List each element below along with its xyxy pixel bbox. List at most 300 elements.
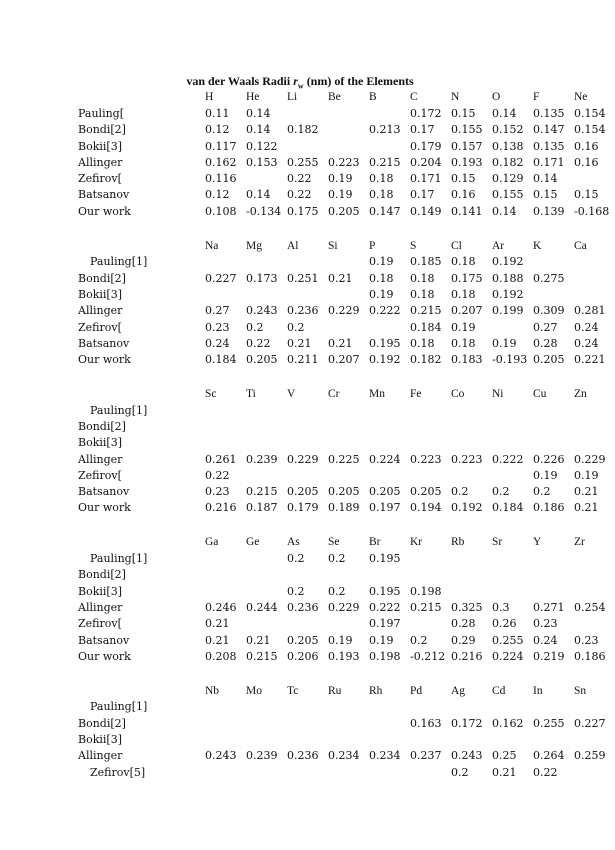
element-symbol: Kr — [410, 536, 423, 549]
radius-value: 0.182 — [492, 155, 524, 169]
source-label: Zefirov[ — [78, 172, 122, 186]
table-row — [0, 616, 600, 632]
table-row — [0, 731, 600, 747]
table-row — [0, 170, 600, 186]
element-symbol: Rb — [451, 536, 465, 549]
source-label: Bondi[2] — [78, 419, 126, 433]
source-label: Bokii[3] — [78, 733, 122, 747]
radius-value: 0.192 — [451, 501, 483, 515]
radius-value: 0.116 — [205, 172, 237, 186]
table-row — [0, 154, 600, 170]
radius-value: 0.141 — [451, 204, 483, 218]
radius-value: 0.173 — [246, 271, 278, 285]
element-symbol: Na — [205, 239, 219, 252]
radius-value: 0.175 — [451, 271, 483, 285]
radius-value: 0.223 — [451, 452, 483, 466]
radius-value: 0.219 — [533, 649, 565, 663]
radius-value: 0.254 — [574, 600, 606, 614]
radius-value: 0.16 — [451, 188, 476, 202]
radius-value: 0.185 — [410, 255, 442, 269]
radius-value: 0.28 — [533, 336, 558, 350]
source-label: Allinger — [78, 155, 123, 169]
radius-value: 0.264 — [533, 749, 565, 763]
source-label: Bondi[2] — [78, 271, 126, 285]
radius-value: 0.19 — [492, 336, 517, 350]
radius-value: 0.155 — [451, 123, 483, 137]
radius-value: 0.251 — [287, 271, 319, 285]
table-row — [0, 303, 606, 319]
element-symbol: C — [410, 91, 418, 104]
radius-value: 0.21 — [246, 633, 271, 647]
radius-value: 0.152 — [492, 123, 524, 137]
source-label: Bokii[3] — [78, 584, 122, 598]
radius-value: 0.243 — [451, 749, 483, 763]
source-label: Allinger — [78, 304, 123, 318]
radius-value: 0.215 — [246, 485, 278, 499]
radius-value: 0.192 — [492, 287, 524, 301]
element-block — [0, 683, 606, 781]
element-symbol: Y — [533, 536, 542, 549]
element-symbol: Pd — [410, 684, 423, 697]
source-label: Zefirov[ — [78, 320, 122, 334]
table-row — [0, 550, 600, 566]
radius-value: 0.154 — [574, 106, 606, 120]
radius-value: 0.21 — [492, 765, 517, 779]
element-symbol: P — [369, 239, 376, 252]
radius-value: 0.25 — [492, 749, 517, 763]
radius-value: 0.229 — [328, 304, 360, 318]
source-label: Bokii[3] — [78, 139, 122, 153]
radius-value: 0.183 — [451, 353, 483, 367]
table-row — [0, 748, 606, 764]
source-label: Batsanov — [78, 485, 130, 499]
radius-value: 0.193 — [328, 649, 360, 663]
radius-value: 0.187 — [246, 501, 278, 515]
radius-value: 0.211 — [287, 353, 319, 367]
radius-value: 0.195 — [369, 584, 401, 598]
radius-value: 0.18 — [410, 336, 435, 350]
radius-value: 0.23 — [574, 633, 599, 647]
radius-value: 0.147 — [533, 123, 565, 137]
element-symbol: K — [533, 239, 542, 252]
element-block — [0, 386, 606, 516]
radius-value: 0.194 — [410, 501, 442, 515]
table-row — [0, 500, 600, 516]
radius-value: 0.184 — [410, 320, 442, 334]
radius-value: 0.255 — [533, 716, 565, 730]
radius-value: 0.24 — [205, 336, 230, 350]
table-row — [0, 351, 606, 367]
radius-value: -0.193 — [492, 353, 528, 367]
radius-value: 0.179 — [287, 501, 319, 515]
radius-value: 0.155 — [492, 188, 524, 202]
radius-value: 0.205 — [328, 204, 360, 218]
radius-value: 0.281 — [574, 304, 606, 318]
table-row — [0, 599, 606, 615]
radius-value: 0.163 — [410, 716, 442, 730]
element-symbol: Se — [328, 536, 340, 549]
source-label: Our work — [78, 353, 131, 367]
table-row — [0, 484, 600, 500]
radius-value: 0.205 — [533, 353, 565, 367]
source-label: Bokii[3] — [78, 287, 122, 301]
table-row — [0, 435, 600, 451]
radius-value: 0.12 — [205, 188, 230, 202]
title-suffix: (nm) of the Elements — [303, 74, 414, 88]
radius-value: 0.205 — [287, 633, 319, 647]
element-symbol: Sn — [574, 684, 587, 697]
element-block — [0, 89, 610, 219]
table-row — [0, 335, 600, 351]
element-symbol: Ru — [328, 684, 342, 697]
radius-value: 0.22 — [205, 468, 230, 482]
radius-value: 0.172 — [451, 716, 483, 730]
radius-value: 0.154 — [574, 123, 606, 137]
radius-value: 0.237 — [410, 749, 442, 763]
element-symbol: Mg — [246, 239, 262, 252]
radius-value: 0.198 — [410, 584, 442, 598]
radius-value: 0.261 — [205, 452, 237, 466]
radius-value: 0.205 — [328, 485, 360, 499]
source-label: Batsanov — [78, 188, 130, 202]
table-row — [0, 319, 600, 335]
radius-value: 0.19 — [328, 172, 353, 186]
radius-value: 0.259 — [574, 749, 606, 763]
radius-value: 0.195 — [369, 552, 401, 566]
radius-value: 0.18 — [451, 336, 476, 350]
element-symbol: Mo — [246, 684, 262, 697]
radius-value: 0.19 — [369, 633, 394, 647]
radius-value: 0.22 — [246, 336, 271, 350]
element-symbol: Rh — [369, 684, 383, 697]
radius-value: 0.129 — [492, 172, 524, 186]
table-row — [0, 286, 600, 302]
radius-value: 0.2 — [451, 485, 469, 499]
radius-value: 0.2 — [410, 633, 428, 647]
radius-value: 0.205 — [369, 485, 401, 499]
radius-value: 0.229 — [328, 600, 360, 614]
element-symbol: S — [410, 239, 417, 252]
radius-value: 0.153 — [246, 155, 278, 169]
radius-value: 0.15 — [533, 188, 558, 202]
element-header-row — [0, 89, 600, 105]
radius-value: 0.15 — [451, 172, 476, 186]
element-symbol: Co — [451, 387, 465, 400]
radius-value: 0.243 — [205, 749, 237, 763]
radius-value: 0.226 — [533, 452, 565, 466]
radius-value: 0.108 — [205, 204, 237, 218]
radius-value: 0.188 — [492, 271, 524, 285]
radius-value: 0.18 — [369, 188, 394, 202]
radius-value: 0.28 — [451, 617, 476, 631]
table-row — [0, 699, 600, 715]
radius-value: 0.205 — [246, 353, 278, 367]
radius-value: 0.21 — [205, 617, 230, 631]
radius-value: 0.221 — [574, 353, 606, 367]
radius-value: 0.199 — [492, 304, 524, 318]
table-row — [0, 105, 606, 121]
element-symbol: Zn — [574, 387, 587, 400]
element-symbol: Sc — [205, 387, 217, 400]
radius-value: 0.135 — [533, 139, 565, 153]
table-row — [0, 138, 600, 154]
radius-value: 0.198 — [369, 649, 401, 663]
radius-value: 0.2 — [246, 320, 264, 334]
table-row — [0, 187, 600, 203]
radius-value: 0.204 — [410, 155, 442, 169]
element-symbol: Cr — [328, 387, 340, 400]
radius-value: 0.227 — [574, 716, 606, 730]
source-label: Zefirov[ — [78, 617, 122, 631]
radius-value: 0.24 — [574, 320, 599, 334]
radius-value: 0.27 — [205, 304, 230, 318]
radius-value: 0.19 — [533, 468, 558, 482]
radius-value: 0.18 — [369, 271, 394, 285]
element-symbol: O — [492, 91, 501, 104]
radii-table — [0, 89, 610, 798]
element-symbol: Cu — [533, 387, 547, 400]
radius-value: 0.21 — [328, 271, 353, 285]
radius-value: 0.215 — [246, 649, 278, 663]
element-symbol: Li — [287, 91, 298, 104]
element-symbol: F — [533, 91, 540, 104]
radius-value: 0.117 — [205, 139, 237, 153]
radius-value: 0.11 — [205, 106, 230, 120]
source-label: Bondi[2] — [78, 123, 126, 137]
radius-value: 0.14 — [492, 106, 517, 120]
table-row — [0, 122, 606, 138]
source-label: Pauling[1] — [90, 552, 148, 566]
radius-value: 0.275 — [533, 271, 565, 285]
radius-value: 0.171 — [410, 172, 442, 186]
radius-value: 0.2 — [451, 765, 469, 779]
radius-value: 0.236 — [287, 304, 319, 318]
radius-value: 0.207 — [328, 353, 360, 367]
source-label: Zefirov[ — [78, 468, 122, 482]
radius-value: 0.24 — [533, 633, 558, 647]
element-symbol: Fe — [410, 387, 422, 400]
radius-value: 0.255 — [492, 633, 524, 647]
radius-value: 0.157 — [451, 139, 483, 153]
radius-value: 0.215 — [369, 155, 401, 169]
source-label: Our work — [78, 204, 131, 218]
element-symbol: Ca — [574, 239, 587, 252]
radius-value: 0.162 — [205, 155, 237, 169]
radius-value: 0.22 — [287, 172, 312, 186]
radius-value: 0.184 — [205, 353, 237, 367]
radius-value: 0.15 — [574, 188, 599, 202]
radius-value: -0.212 — [410, 649, 446, 663]
radius-value: 0.244 — [246, 600, 278, 614]
radius-value: 0.207 — [451, 304, 483, 318]
source-label: Batsanov — [78, 336, 130, 350]
radius-value: 0.171 — [533, 155, 565, 169]
element-symbol: Ag — [451, 684, 466, 697]
radius-value: 0.19 — [574, 468, 599, 482]
radius-value: 0.19 — [451, 320, 476, 334]
radius-value: 0.186 — [533, 501, 565, 515]
element-symbol: Nb — [205, 684, 220, 697]
source-label: Allinger — [78, 600, 123, 614]
source-label: Pauling[ — [78, 106, 125, 120]
radius-value: -0.168 — [574, 204, 610, 218]
radius-value: 0.309 — [533, 304, 565, 318]
radius-value: 0.135 — [533, 106, 565, 120]
radius-value: 0.19 — [369, 255, 394, 269]
element-symbol: Ar — [492, 239, 505, 252]
element-symbol: Ti — [246, 387, 256, 400]
radius-value: 0.15 — [451, 106, 476, 120]
element-header-row — [0, 237, 600, 253]
radius-value: 0.193 — [451, 155, 483, 169]
radius-value: 0.179 — [410, 139, 442, 153]
title-subscript: w — [297, 81, 304, 91]
radius-value: 0.14 — [246, 188, 271, 202]
radius-value: 0.195 — [369, 336, 401, 350]
radius-value: 0.2 — [328, 552, 346, 566]
element-symbol: Be — [328, 91, 341, 104]
radius-value: 0.21 — [205, 633, 230, 647]
radius-value: 0.16 — [574, 139, 599, 153]
radius-value: 0.229 — [574, 452, 606, 466]
radius-value: 0.192 — [369, 353, 401, 367]
radius-value: 0.147 — [369, 204, 401, 218]
title-variable: r — [293, 74, 298, 88]
radius-value: 0.14 — [246, 106, 271, 120]
element-symbol: H — [205, 91, 214, 104]
radius-value: 0.216 — [205, 501, 237, 515]
element-header-row — [0, 386, 600, 402]
radius-value: 0.222 — [369, 600, 401, 614]
element-symbol: Ga — [205, 536, 219, 549]
radius-value: 0.225 — [328, 452, 360, 466]
table-row — [0, 402, 600, 418]
title-prefix: van der Waals Radii — [186, 74, 294, 88]
radius-value: 0.24 — [574, 336, 599, 350]
element-symbol: Zr — [574, 536, 585, 549]
radius-value: 0.223 — [410, 452, 442, 466]
radius-value: 0.172 — [410, 106, 442, 120]
radius-value: 0.189 — [328, 501, 360, 515]
element-symbol: He — [246, 91, 260, 104]
radius-value: 0.205 — [287, 485, 319, 499]
radius-value: 0.21 — [574, 501, 599, 515]
radius-value: 0.2 — [287, 320, 305, 334]
radius-value: 0.224 — [369, 452, 401, 466]
radius-value: 0.23 — [533, 617, 558, 631]
radius-value: 0.21 — [574, 485, 599, 499]
element-header-row — [0, 534, 600, 550]
table-row — [0, 567, 600, 583]
table-row — [0, 203, 610, 219]
element-symbol: B — [369, 91, 377, 104]
radius-value: 0.192 — [492, 255, 524, 269]
element-block — [0, 237, 606, 367]
source-label: Pauling[1] — [90, 403, 148, 417]
radius-value: 0.271 — [533, 600, 565, 614]
radius-value: 0.197 — [369, 617, 401, 631]
radius-value: 0.239 — [246, 749, 278, 763]
radius-value: 0.162 — [492, 716, 524, 730]
radius-value: 0.12 — [205, 123, 230, 137]
radius-value: 0.197 — [369, 501, 401, 515]
element-symbol: Cd — [492, 684, 506, 697]
radius-value: 0.138 — [492, 139, 524, 153]
table-row — [0, 451, 606, 467]
radius-value: 0.255 — [287, 155, 319, 169]
table-row — [0, 467, 600, 483]
radius-value: 0.223 — [328, 155, 360, 169]
radius-value: 0.184 — [492, 501, 524, 515]
source-label: Pauling[1] — [90, 700, 148, 714]
radius-value: 0.2 — [287, 584, 305, 598]
radius-value: 0.213 — [369, 123, 401, 137]
radius-value: 0.18 — [451, 255, 476, 269]
radius-value: 0.3 — [492, 600, 510, 614]
table-row — [0, 418, 600, 434]
source-label: Bondi[2] — [78, 716, 126, 730]
table-row — [0, 715, 606, 731]
element-symbol: Al — [287, 239, 299, 252]
table-row — [0, 254, 600, 270]
element-symbol: As — [287, 536, 300, 549]
radius-value: 0.14 — [246, 123, 271, 137]
radius-value: 0.23 — [205, 485, 230, 499]
source-label: Bondi[2] — [78, 568, 126, 582]
table-row — [0, 632, 600, 648]
radius-value: 0.2 — [533, 485, 551, 499]
element-symbol: Ne — [574, 91, 588, 104]
radius-value: 0.22 — [533, 765, 558, 779]
radius-value: 0.29 — [451, 633, 476, 647]
radius-value: 0.22 — [287, 188, 312, 202]
element-symbol: Br — [369, 536, 381, 549]
radius-value: 0.182 — [287, 123, 319, 137]
element-block — [0, 534, 606, 664]
radius-value: 0.19 — [328, 188, 353, 202]
radius-value: -0.134 — [246, 204, 282, 218]
element-symbol: Mn — [369, 387, 385, 400]
radius-value: 0.325 — [451, 600, 483, 614]
radius-value: 0.17 — [410, 188, 435, 202]
radius-value: 0.234 — [328, 749, 360, 763]
source-label: Bokii[3] — [78, 436, 122, 450]
table-row — [0, 764, 600, 780]
radius-value: 0.18 — [369, 172, 394, 186]
radius-value: 0.229 — [287, 452, 319, 466]
radius-value: 0.14 — [492, 204, 517, 218]
source-label: Batsanov — [78, 633, 130, 647]
radius-value: 0.21 — [287, 336, 312, 350]
source-label: Our work — [78, 501, 131, 515]
element-symbol: Sr — [492, 536, 503, 549]
radius-value: 0.27 — [533, 320, 558, 334]
radius-value: 0.216 — [451, 649, 483, 663]
radius-value: 0.222 — [492, 452, 524, 466]
radius-value: 0.182 — [410, 353, 442, 367]
radius-value: 0.122 — [246, 139, 278, 153]
element-symbol: Ni — [492, 387, 504, 400]
element-symbol: Cl — [451, 239, 462, 252]
element-symbol: V — [287, 387, 296, 400]
radius-value: 0.227 — [205, 271, 237, 285]
source-label: Pauling[1] — [90, 255, 148, 269]
radius-value: 0.206 — [287, 649, 319, 663]
radius-value: 0.2 — [328, 584, 346, 598]
radius-value: 0.18 — [410, 271, 435, 285]
radius-value: 0.19 — [369, 287, 394, 301]
radius-value: 0.16 — [574, 155, 599, 169]
